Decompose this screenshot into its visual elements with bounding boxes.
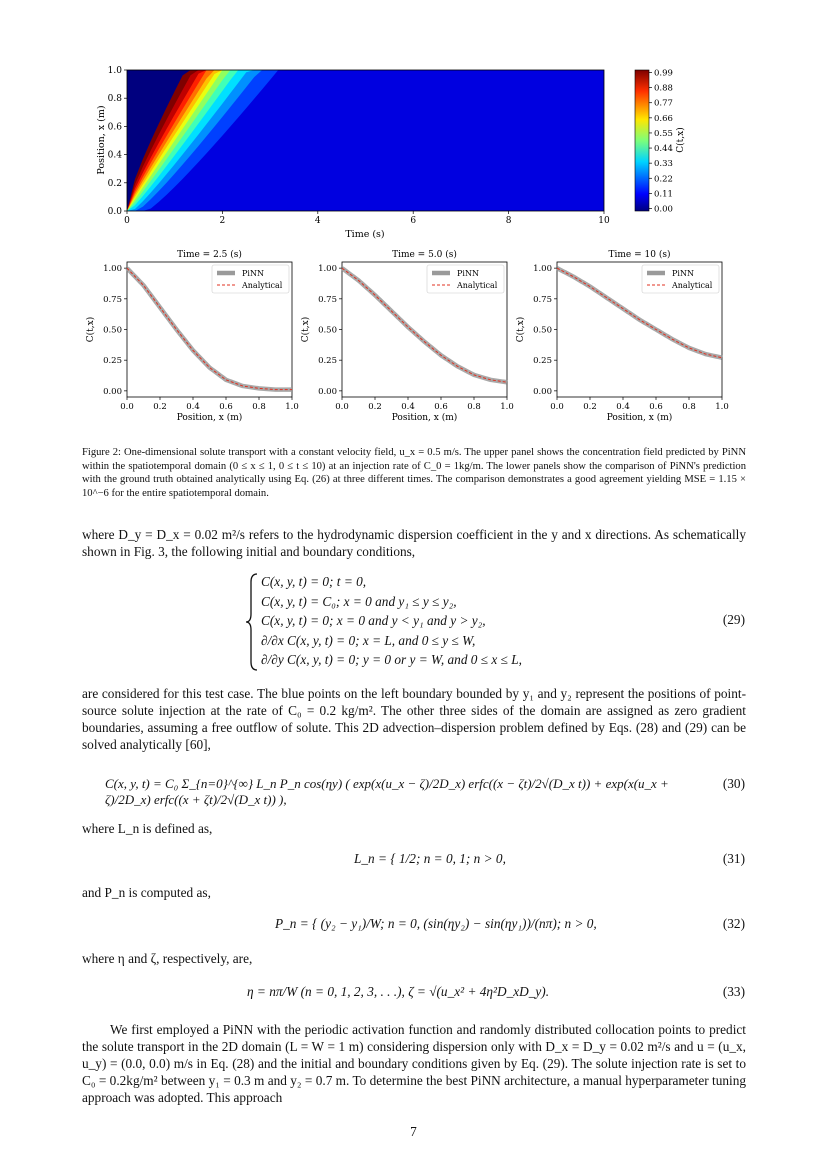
panel-legend (212, 265, 289, 293)
equation-30-number: (30) (722, 776, 745, 791)
paragraph-3-text: where L_n is defined as, (82, 821, 213, 836)
legend-pinn-label: PiNN (242, 269, 264, 278)
panel-xtick-label: 0.6 (434, 402, 448, 412)
panel-ytick-label: 0.50 (533, 325, 552, 336)
paragraph-3 (82, 820, 746, 837)
colorbar-tick-label: 0.11 (654, 189, 673, 200)
panel-ytick-label: 1.00 (318, 264, 337, 275)
panel-xtick-label: 0.6 (219, 402, 233, 412)
colorbar-tick-label: 0.77 (654, 98, 673, 109)
panel-ytick-label: 0.75 (318, 294, 337, 305)
heatmap-ytick-label: 0.4 (107, 150, 122, 161)
panel-xtick-label: 0.0 (335, 402, 349, 412)
heatmap-xtick-label: 8 (505, 216, 512, 226)
panel-xtick-label: 1.0 (285, 402, 299, 412)
heatmap-xlabel: Time (s) (345, 229, 385, 240)
panel-ytick-label: 0.25 (533, 356, 552, 367)
panel-xtick-label: 0.6 (649, 402, 663, 412)
panel-ytick-label: 0.75 (103, 294, 122, 305)
panel-xtick-label: 0.0 (550, 402, 564, 412)
panel-ytick-label: 1.00 (533, 264, 552, 275)
panel-xtick-label: 0.2 (368, 402, 382, 412)
panel-xtick-label: 0.0 (120, 402, 134, 412)
equation-29-line: C(x, y, t) = 0; x = 0 and y < y₁ and y > y₂, (261, 613, 486, 628)
colorbar-tick-label: 0.44 (654, 144, 673, 155)
equation-32-number: (32) (722, 916, 745, 931)
colorbar (635, 69, 686, 215)
panel-ylabel: C(t,x) (301, 316, 311, 343)
panel-title: Time = 5.0 (s) (392, 250, 457, 260)
panel-xtick-label: 1.0 (500, 402, 514, 412)
panel-ylabel: C(t,x) (516, 316, 526, 343)
heatmap-xtick-label: 2 (219, 216, 226, 226)
equation-31: L_n = { 1/2; n = 0, 1; n > 0, (354, 851, 506, 866)
heatmap-ytick-label: 0.8 (107, 94, 122, 105)
page-number: 7 (410, 1124, 417, 1139)
panel-ytick-label: 0.00 (318, 386, 337, 397)
paragraph-1-text: where D_y = D_x = 0.02 m²/s refers to the hydrodynamic dispersion coefficient in the y and x directions. As schematically shown in Fig. 3, the following initial and boundary conditions, (82, 527, 746, 559)
figure-2 (0, 0, 827, 440)
panel-xtick-label: 0.4 (401, 402, 415, 412)
panel-title: Time = 2.5 (s) (177, 250, 242, 260)
heatmap-ytick-label: 0.6 (107, 122, 122, 133)
heatmap-ytick-label: 0.0 (107, 207, 122, 217)
paragraph-1 (82, 526, 746, 560)
panel-ytick-label: 0.75 (533, 294, 552, 305)
left-brace-icon (245, 572, 259, 672)
colorbar-tick-label: 0.33 (654, 159, 673, 170)
figure-caption (82, 446, 746, 500)
heatmap-xtick-label: 10 (598, 216, 610, 226)
panel-ytick-label: 0.25 (103, 356, 122, 367)
panel-ytick-label: 0.25 (318, 356, 337, 367)
colorbar-tick-label: 0.99 (654, 68, 673, 79)
paragraph-5 (82, 950, 746, 967)
equation-29 (245, 572, 665, 672)
panel-xlabel: Position, x (m) (176, 413, 243, 423)
paragraph-5-text: where η and ζ, respectively, are, (82, 951, 253, 966)
legend-analytical-label: Analytical (457, 281, 498, 290)
colorbar-tick-label: 0.00 (654, 204, 673, 215)
equation-29-number: (29) (722, 612, 745, 627)
equation-31-number: (31) (722, 851, 745, 866)
colorbar-label: C(t,x) (676, 127, 686, 153)
panel-ytick-label: 0.50 (318, 325, 337, 336)
heatmap-ylabel: Position, x (m) (96, 105, 107, 175)
panel-xtick-label: 0.4 (186, 402, 200, 412)
line-panel-1 (85, 249, 299, 423)
heatmap-xtick-label: 6 (410, 216, 417, 226)
paragraph-2-text: are considered for this test case. The blue points on the left boundary bounded by y₁ and y₂ represent the positions of point-source solute injection at the rate of C₀ = 0.2 kg/m². The other three sides of the domain are assigned as zero gradient boundaries, assuming a free outflow of solute. This 2D advection–dispersion problem defined by Eqs. (28) and (29) can be solved analytically [60], (82, 686, 746, 752)
panel-legend (642, 265, 719, 293)
paragraph-2 (82, 685, 746, 753)
panel-xtick-label: 0.8 (252, 402, 266, 412)
panel-xtick-label: 1.0 (715, 402, 729, 412)
panel-xtick-label: 0.2 (153, 402, 167, 412)
equation-33: η = nπ/W (n = 0, 1, 2, 3, . . .), ζ = √(u_x² + 4η²D_xD_y). (247, 984, 550, 999)
equation-29-line: C(x, y, t) = C₀; x = 0 and y₁ ≤ y ≤ y₂, (261, 593, 457, 609)
panel-xtick-label: 0.8 (467, 402, 481, 412)
panel-ylabel: C(t,x) (86, 316, 96, 343)
equation-33-number: (33) (722, 984, 745, 999)
equation-32: P_n = { (y₂ − y₁)/W; n = 0, (sin(ηy₂) − sin(ηy₁))/(nπ); n > 0, (275, 916, 597, 931)
panel-ytick-label: 1.00 (103, 264, 122, 275)
panel-title: Time = 10 (s) (608, 250, 671, 260)
equation-30: C(x, y, t) = C₀ Σ_{n=0}^{∞} L_n P_n cos(ηy) ( exp(x(u_x − ζ)/2D_x) erfc((x − ζt)/2√(D_x t)) + exp(x(u_x + ζ)/2D_x) erfc((x + ζt)/2√(D_x t)) ), (105, 776, 669, 807)
panel-ytick-label: 0.50 (103, 325, 122, 336)
heatmap-xtick-label: 0 (124, 216, 130, 226)
panel-xtick-label: 0.4 (616, 402, 630, 412)
equation-29-line: C(x, y, t) = 0; t = 0, (261, 574, 367, 589)
equation-29-line: ∂/∂x C(x, y, t) = 0; x = L, and 0 ≤ y ≤ W, (261, 632, 476, 648)
legend-pinn-label: PiNN (457, 269, 479, 278)
panel-xlabel: Position, x (m) (391, 413, 458, 423)
colorbar-gradient (635, 70, 649, 211)
panel-xlabel: Position, x (m) (606, 413, 673, 423)
heatmap-ytick-label: 1.0 (107, 66, 122, 76)
paragraph-4-text: and P_n is computed as, (82, 885, 211, 900)
colorbar-tick-label: 0.22 (654, 174, 673, 185)
paragraph-6 (82, 1021, 746, 1106)
colorbar-tick-label: 0.88 (654, 83, 673, 94)
panel-ytick-label: 0.00 (533, 386, 552, 397)
heatmap (96, 66, 610, 240)
heatmap-xtick-label: 4 (314, 216, 321, 226)
heatmap-ytick-label: 0.2 (107, 178, 122, 189)
colorbar-tick-label: 0.55 (654, 128, 673, 139)
colorbar-tick-label: 0.66 (654, 113, 673, 124)
legend-pinn-label: PiNN (672, 269, 694, 278)
paragraph-6-text: We first employed a PiNN with the periodic activation function and randomly distributed collocation points to predict the solute transport in the 2D domain (L = W = 1 m) considering dispersion only with D_x = D_y = 0.02 m²/s and u = (u_x, u_y) = (0.0, 0.0) m/s in Eq. (28) and the initial and boundary conditions given by Eq. (29). The solute injection rate is set to C₀ = 0.2kg/m² between y₁ = 0.3 m and y₂ = 0.7 m. To determine the best PiNN architecture, a manual hyperparameter tuning approach was adopted. This approach (82, 1022, 746, 1105)
legend-analytical-label: Analytical (242, 281, 283, 290)
panel-xtick-label: 0.2 (583, 402, 597, 412)
paragraph-4 (82, 884, 746, 901)
equation-29-line: ∂/∂y C(x, y, t) = 0; y = 0 or y = W, and 0 ≤ x ≤ L, (261, 652, 522, 667)
panel-ytick-label: 0.00 (103, 386, 122, 397)
line-panel-3 (515, 249, 729, 423)
equation-29-lines (261, 572, 522, 670)
panel-legend (427, 265, 504, 293)
line-panel-2 (300, 249, 514, 423)
caption-text: Figure 2: One-dimensional solute transport with a constant velocity field, u_x = 0.5 m/s. The upper panel shows the concentration field predicted by PiNN within the spatiotemporal domain (0 ≤ x ≤ 1, 0 ≤ t ≤ 10) at an injection rate of C_0 = 1kg/m. The lower panels show the comparison of PiNN's prediction with the ground truth obtained analytically using Eq. (26) at three different times. The comparison demonstrates a good agreement yielding MSE = 1.15 × 10^−6 for the entire spatiotemporal domain. (82, 447, 746, 499)
figure-svg (0, 0, 827, 440)
panel-xtick-label: 0.8 (682, 402, 696, 412)
legend-analytical-label: Analytical (672, 281, 713, 290)
